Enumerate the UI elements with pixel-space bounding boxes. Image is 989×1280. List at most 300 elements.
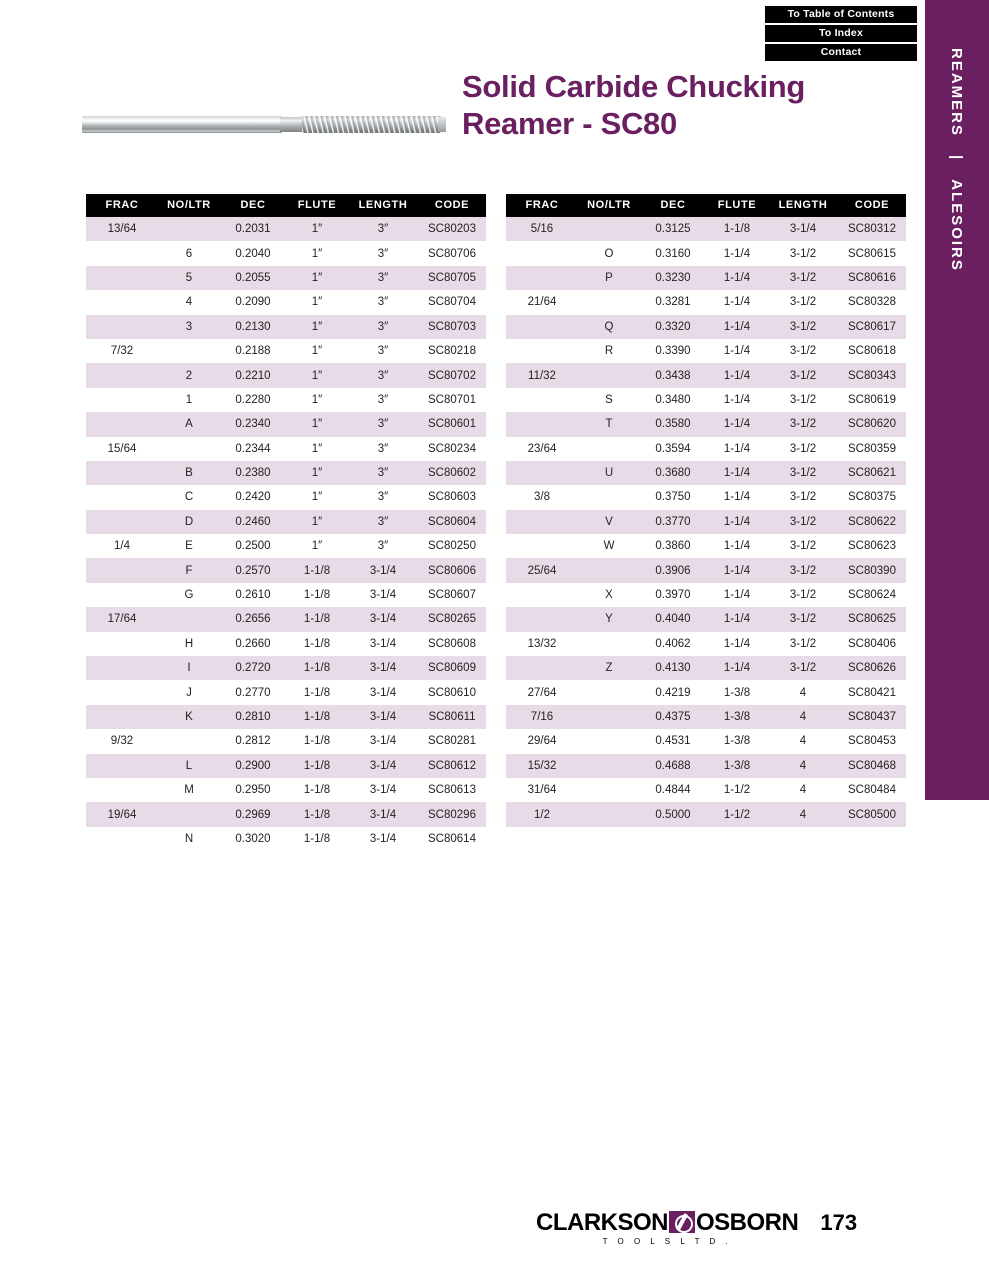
cell-frac [86, 656, 158, 680]
cell-code: SC80468 [838, 754, 906, 778]
table-row [506, 217, 906, 241]
cell-noltr: Y [578, 607, 640, 631]
cell-frac [86, 705, 158, 729]
cell-length: 4 [799, 686, 807, 699]
cell-code: SC80601 [418, 412, 486, 436]
cell-noltr: B [158, 461, 220, 485]
header-dec: DEC [640, 194, 706, 217]
cell-dec: 0.2090 [235, 296, 271, 309]
cell-flute: 1-1/4 [723, 296, 751, 309]
table-row [506, 485, 906, 509]
cell-flute: 1″ [286, 363, 348, 387]
cell-code: SC80390 [838, 558, 906, 582]
cell-length: 3-1/4 [369, 735, 397, 748]
cell-flute: 1″ [311, 393, 323, 406]
cell-dec: 0.3125 [640, 217, 706, 241]
cell-code: SC80626 [838, 656, 906, 680]
cell-dec: 0.4531 [655, 735, 691, 748]
cell-code: SC80265 [418, 607, 486, 631]
spec-table-right [506, 194, 906, 827]
cell-frac [86, 290, 158, 314]
table-row [86, 729, 486, 753]
cell-dec: 0.2660 [235, 637, 271, 650]
table-header-row [86, 194, 486, 217]
cell-dec: 0.4375 [640, 705, 706, 729]
cell-frac: 13/64 [86, 217, 158, 241]
cell-flute: 1-1/2 [706, 802, 768, 826]
cell-frac [86, 315, 158, 339]
table-row [86, 363, 486, 387]
brand-mark-icon [669, 1211, 695, 1233]
cell-noltr [578, 778, 640, 802]
cell-length: 3-1/2 [768, 363, 838, 387]
cell-flute: 1″ [286, 412, 348, 436]
cell-noltr: O [604, 247, 614, 260]
cell-frac [86, 485, 158, 509]
cell-noltr: 1 [185, 393, 193, 406]
cell-code: SC80616 [838, 266, 906, 290]
cell-noltr: I [158, 656, 220, 680]
cell-dec: 0.2812 [235, 735, 271, 748]
cell-dec: 0.3970 [655, 589, 691, 602]
cell-flute: 1-1/8 [303, 686, 331, 699]
cell-flute: 1″ [286, 266, 348, 290]
cell-frac [86, 510, 158, 534]
cell-flute: 1″ [286, 510, 348, 534]
cell-code: SC80623 [848, 540, 896, 553]
cell-length: 3-1/2 [789, 637, 817, 650]
cell-noltr [578, 485, 640, 509]
cell-code: SC80359 [848, 442, 896, 455]
header-length: LENGTH [348, 194, 418, 217]
cell-code: SC80218 [428, 345, 476, 358]
cell-flute: 1-1/8 [706, 217, 768, 241]
header-flute: FLUTE [286, 194, 348, 217]
cell-frac [506, 510, 578, 534]
cell-flute: 1-1/4 [723, 491, 751, 504]
cell-length: 3-1/4 [348, 802, 418, 826]
table-row [86, 534, 486, 558]
cell-frac [86, 363, 158, 387]
cell-noltr [578, 705, 640, 729]
cell-dec: 0.4219 [655, 686, 691, 699]
sidebar-label-reamers: REAMERS [948, 48, 966, 138]
cell-flute: 1-1/8 [303, 735, 331, 748]
cell-dec: 0.3390 [655, 345, 691, 358]
page-footer [0, 1210, 989, 1250]
cell-noltr: L [158, 754, 220, 778]
cell-dec: 0.3680 [640, 461, 706, 485]
cell-frac: 31/64 [527, 784, 557, 797]
page-number: 173 [820, 1210, 858, 1235]
navigation-buttons [765, 6, 917, 61]
cell-noltr [578, 729, 640, 753]
cell-flute: 1-1/4 [723, 247, 751, 260]
cell-length: 3″ [348, 412, 418, 436]
cell-length: 3″ [377, 345, 389, 358]
cell-code: SC80701 [428, 393, 476, 406]
cell-length: 4 [768, 802, 838, 826]
cell-noltr [578, 802, 640, 826]
table-row [506, 266, 906, 290]
cell-frac: 21/64 [527, 296, 557, 309]
cell-length: 3-1/2 [789, 247, 817, 260]
cell-flute: 1″ [286, 217, 348, 241]
table-row [506, 339, 906, 363]
page-title-line1: Solid Carbide Chucking [462, 69, 806, 104]
cell-noltr: G [184, 589, 194, 602]
cell-flute: 1-1/8 [303, 637, 331, 650]
cell-dec: 0.3750 [655, 491, 691, 504]
cell-dec: 0.3230 [640, 266, 706, 290]
cell-noltr: H [184, 637, 194, 650]
cell-length: 3″ [348, 217, 418, 241]
header-code: CODE [418, 194, 486, 217]
cell-noltr [578, 437, 640, 461]
spec-table-left [86, 194, 486, 851]
cell-noltr: P [578, 266, 640, 290]
header-dec: DEC [220, 194, 286, 217]
cell-dec: 0.2188 [235, 345, 271, 358]
cell-frac: 7/16 [506, 705, 578, 729]
cell-code: SC80706 [428, 247, 476, 260]
cell-length: 3-1/4 [768, 217, 838, 241]
cell-dec: 0.3438 [640, 363, 706, 387]
cell-flute: 1-1/4 [706, 266, 768, 290]
cell-flute: 1-1/4 [723, 393, 751, 406]
cell-frac: 7/32 [110, 345, 134, 358]
cell-code: SC80610 [428, 686, 476, 699]
table-row [506, 241, 906, 265]
cell-flute: 1-1/8 [286, 705, 348, 729]
cell-flute: 1-3/8 [706, 754, 768, 778]
brand-name-part1: CLARKSON [536, 1209, 668, 1236]
cell-noltr: M [184, 784, 194, 797]
cell-dec: 0.2656 [220, 607, 286, 631]
cell-flute: 1-1/8 [286, 558, 348, 582]
cell-dec: 0.3580 [640, 412, 706, 436]
cell-frac: 15/32 [506, 754, 578, 778]
table-row [86, 485, 486, 509]
cell-dec: 0.2130 [220, 315, 286, 339]
cell-flute: 1-3/8 [706, 705, 768, 729]
cell-noltr: U [578, 461, 640, 485]
cell-length: 3″ [348, 461, 418, 485]
cell-noltr: X [605, 589, 613, 602]
cell-code: SC80603 [428, 491, 476, 504]
cell-flute: 1-1/8 [286, 656, 348, 680]
cell-dec: 0.2460 [220, 510, 286, 534]
table-row [506, 388, 906, 412]
header-flute: FLUTE [706, 194, 768, 217]
cell-frac [86, 778, 158, 802]
cell-length: 3-1/4 [369, 589, 397, 602]
table-row [86, 754, 486, 778]
cell-code: SC80437 [838, 705, 906, 729]
header-frac: FRAC [86, 194, 158, 217]
cell-length: 3-1/4 [369, 832, 397, 845]
cell-flute: 1″ [311, 345, 323, 358]
cell-frac [506, 241, 578, 265]
cell-noltr: F [158, 558, 220, 582]
cell-length: 3-1/4 [348, 607, 418, 631]
cell-code: SC80704 [428, 296, 476, 309]
cell-frac: 15/64 [107, 442, 137, 455]
cell-dec: 0.2500 [235, 540, 271, 553]
cell-dec: 0.2720 [220, 656, 286, 680]
cell-length: 3-1/2 [789, 345, 817, 358]
table-row [86, 705, 486, 729]
cell-length: 3-1/2 [789, 540, 817, 553]
cell-flute: 1-1/4 [706, 363, 768, 387]
cell-dec: 0.4130 [640, 656, 706, 680]
table-row [86, 656, 486, 680]
table-row [506, 802, 906, 826]
cell-code: SC80453 [848, 735, 896, 748]
cell-length: 3-1/2 [789, 296, 817, 309]
cell-noltr: Q [578, 315, 640, 339]
cell-dec: 0.2040 [235, 247, 271, 260]
cell-frac [86, 680, 158, 704]
cell-length: 3-1/2 [768, 510, 838, 534]
cell-length: 3-1/2 [789, 589, 817, 602]
table-row [506, 558, 906, 582]
header-noltr: NO/LTR [158, 194, 220, 217]
cell-length: 3-1/2 [768, 412, 838, 436]
cell-dec: 0.3281 [655, 296, 691, 309]
cell-flute: 1-3/8 [723, 686, 751, 699]
cell-flute: 1″ [286, 461, 348, 485]
table-row [86, 266, 486, 290]
cell-length: 3-1/2 [789, 442, 817, 455]
cell-code: SC80500 [838, 802, 906, 826]
table-row [506, 412, 906, 436]
cell-length: 3-1/4 [348, 705, 418, 729]
cell-code: SC80421 [848, 686, 896, 699]
cell-code: SC80624 [848, 589, 896, 602]
cell-length: 3″ [348, 315, 418, 339]
cell-length: 3-1/4 [348, 656, 418, 680]
cell-length: 3″ [377, 247, 389, 260]
cell-noltr [158, 217, 220, 241]
cell-flute: 1-3/8 [723, 735, 751, 748]
cell-dec: 0.2950 [235, 784, 271, 797]
sidebar-separator: | [948, 155, 966, 162]
cell-flute: 1-1/4 [723, 442, 751, 455]
cell-noltr [158, 607, 220, 631]
cell-noltr: J [186, 686, 192, 699]
cell-frac [86, 558, 158, 582]
cell-length: 3″ [377, 540, 389, 553]
cell-length: 3-1/4 [369, 686, 397, 699]
cell-length: 3″ [377, 296, 389, 309]
table-row [86, 241, 486, 265]
cell-code: SC80312 [838, 217, 906, 241]
table-row [506, 290, 906, 314]
cell-frac: 27/64 [527, 686, 557, 699]
table-row [86, 558, 486, 582]
cell-code: SC80281 [428, 735, 476, 748]
table-row [506, 607, 906, 631]
cell-length: 3″ [377, 442, 389, 455]
cell-noltr: 4 [185, 296, 193, 309]
cell-dec: 0.3906 [640, 558, 706, 582]
cell-flute: 1-1/8 [303, 589, 331, 602]
table-row [506, 680, 906, 704]
cell-dec: 0.2210 [220, 363, 286, 387]
cell-length: 3-1/2 [768, 656, 838, 680]
table-row [506, 705, 906, 729]
cell-frac: 1/2 [506, 802, 578, 826]
spec-table-right-body [506, 217, 906, 827]
cell-dec: 0.3320 [640, 315, 706, 339]
cell-noltr: E [185, 540, 193, 553]
cell-flute: 1″ [311, 247, 323, 260]
nav-to-table-of-contents-button[interactable]: To Table of Contents [765, 6, 917, 23]
cell-flute: 1-1/4 [723, 589, 751, 602]
cell-frac [86, 461, 158, 485]
cell-code: SC80609 [418, 656, 486, 680]
cell-code: SC80620 [838, 412, 906, 436]
cell-noltr [158, 437, 220, 461]
cell-noltr: S [605, 393, 613, 406]
cell-noltr: W [603, 540, 615, 553]
cell-frac: 5/16 [506, 217, 578, 241]
cell-noltr [158, 729, 220, 753]
cell-noltr: D [158, 510, 220, 534]
cell-length: 3-1/2 [768, 558, 838, 582]
cell-noltr [578, 558, 640, 582]
header-frac: FRAC [506, 194, 578, 217]
cell-noltr [578, 290, 640, 314]
cell-flute: 1-1/4 [723, 345, 751, 358]
cell-length: 3-1/2 [789, 491, 817, 504]
cell-code: SC80607 [428, 589, 476, 602]
cell-dec: 0.2969 [220, 802, 286, 826]
header-noltr: NO/LTR [578, 194, 640, 217]
table-row [86, 778, 486, 802]
sidebar-label-alesoirs: ALESOIRS [948, 179, 966, 272]
table-row [86, 827, 486, 851]
cell-dec: 0.2570 [220, 558, 286, 582]
cell-code: SC80608 [428, 637, 476, 650]
cell-dec: 0.3160 [655, 247, 691, 260]
cell-noltr: C [184, 491, 194, 504]
table-row [86, 461, 486, 485]
cell-length: 3″ [348, 510, 418, 534]
cell-frac [506, 266, 578, 290]
nav-to-index-button[interactable]: To Index [765, 25, 917, 42]
table-row [86, 607, 486, 631]
cell-dec: 0.2770 [235, 686, 271, 699]
cell-flute: 1″ [311, 442, 323, 455]
cell-noltr: R [604, 345, 614, 358]
tool-neck [280, 117, 304, 132]
sidebar-label-group [925, 0, 989, 800]
tool-tip [438, 117, 446, 132]
product-image-reamer [82, 88, 432, 158]
cell-noltr [158, 802, 220, 826]
cell-length: 3″ [377, 491, 389, 504]
cell-length: 3-1/4 [369, 637, 397, 650]
cell-frac [506, 583, 578, 607]
cell-code: SC80615 [848, 247, 896, 260]
cell-noltr: 3 [158, 315, 220, 339]
cell-code: SC80606 [418, 558, 486, 582]
cell-dec: 0.2340 [220, 412, 286, 436]
nav-contact-button[interactable]: Contact [765, 44, 917, 61]
cell-frac [86, 266, 158, 290]
cell-dec: 0.4844 [655, 784, 691, 797]
cell-code: SC80703 [418, 315, 486, 339]
cell-flute: 1-1/8 [303, 784, 331, 797]
cell-code: SC80343 [838, 363, 906, 387]
cell-flute: 1-1/8 [286, 802, 348, 826]
cell-noltr [158, 339, 220, 363]
cell-flute: 1-1/4 [706, 412, 768, 436]
cell-frac [86, 632, 158, 656]
cell-dec: 0.2344 [235, 442, 271, 455]
category-sidebar [925, 0, 989, 800]
table-row [86, 217, 486, 241]
cell-frac: 25/64 [506, 558, 578, 582]
table-row [506, 315, 906, 339]
table-row [506, 461, 906, 485]
table-row [506, 656, 906, 680]
brand-logo [536, 1210, 798, 1246]
cell-dec: 0.2610 [235, 589, 271, 602]
cell-flute: 1-1/8 [303, 832, 331, 845]
cell-code: SC80618 [848, 345, 896, 358]
table-row [86, 437, 486, 461]
table-header-row [506, 194, 906, 217]
cell-flute: 1″ [311, 296, 323, 309]
cell-frac [506, 534, 578, 558]
cell-frac [506, 656, 578, 680]
cell-noltr: 2 [158, 363, 220, 387]
cell-noltr: 5 [158, 266, 220, 290]
cell-code: SC80613 [428, 784, 476, 797]
cell-length: 4 [768, 754, 838, 778]
cell-length: 3″ [348, 266, 418, 290]
cell-dec: 0.4062 [655, 637, 691, 650]
cell-code: SC80702 [418, 363, 486, 387]
cell-noltr: V [578, 510, 640, 534]
cell-flute: 1-1/4 [706, 607, 768, 631]
cell-frac: 1/4 [114, 540, 130, 553]
cell-dec: 0.4688 [640, 754, 706, 778]
cell-length: 4 [799, 735, 807, 748]
cell-dec: 0.3594 [655, 442, 691, 455]
cell-dec: 0.5000 [640, 802, 706, 826]
table-row [506, 583, 906, 607]
cell-noltr: A [158, 412, 220, 436]
cell-noltr [578, 754, 640, 778]
cell-code: SC80484 [848, 784, 896, 797]
cell-flute: 1-1/4 [706, 461, 768, 485]
table-row [506, 363, 906, 387]
cell-dec: 0.2420 [235, 491, 271, 504]
cell-code: SC80705 [418, 266, 486, 290]
tool-shank [82, 116, 282, 133]
cell-frac [506, 607, 578, 631]
cell-dec: 0.2900 [220, 754, 286, 778]
tool-flute-section [302, 116, 442, 133]
cell-frac: 13/32 [527, 637, 557, 650]
cell-length: 3-1/2 [768, 315, 838, 339]
table-row [86, 632, 486, 656]
cell-noltr: N [184, 832, 194, 845]
